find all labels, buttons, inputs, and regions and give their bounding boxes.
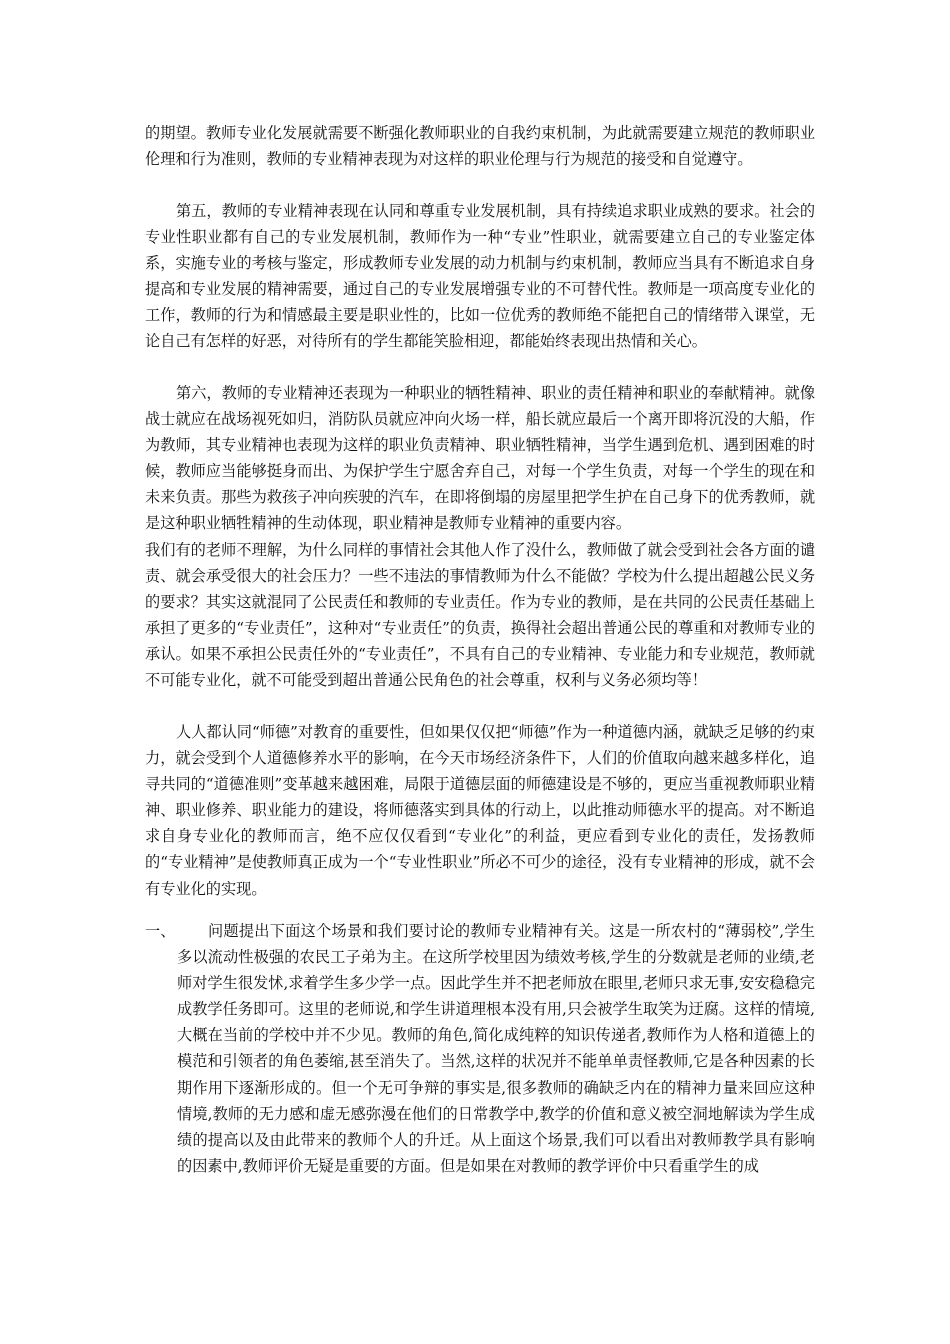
paragraph-fifth-point: 第五，教师的专业精神表现在认同和尊重专业发展机制，具有持续追求职业成熟的要求。社会的专业性职业都有自己的专业发展机制，教师作为一种“专业”性职业，就需要建立自己的专业鉴定体系，实施专业的考核与鉴定，形成教师专业发展的动力机制与约束机制，教师应当具有不断追求自身提高和专业发展的精神需要，通过自己的专业发展增强专业的不可替代性。教师是一项高度专业化的工作，教师的行为和情感最主要是职业性的，比如一位优秀的教师绝不能把自己的情绪带入课堂，无论自己有怎样的好恶，对待所有的学生都能笑脸相迎，都能始终表现出热情和关心。 <box>145 202 815 351</box>
list-marker: 一、 <box>145 922 176 940</box>
paragraph-teacher-ethics: 人人都认同“师德”对教育的重要性，但如果仅仅把“师德”作为一种道德内涵，就缺乏足够的约束力，就会受到个人道德修养水平的影响，在今天市场经济条件下，人们的价值取向越来越多样化，追寻共同的“道德准则”变革越来越困难，局限于道德层面的师德建设是不够的，更应当重视教师职业精神、职业修养、职业能力的建设，将师德落实到具体的行动上，以此推动师德水平的提高。对不断追求自身专业化的教师而言，绝不应仅仅看到“专业化”的利益，更应看到专业化的责任，发扬教师的“专业精神”是使教师真正成为一个“专业性职业”所必不可少的途径，没有专业精神的形成，就不会有专业化的实现。 <box>145 723 815 898</box>
paragraph-sixth-point: 第六，教师的专业精神还表现为一种职业的牺牲精神、职业的责任精神和职业的奉献精神。就像战士就应在战场视死如归，消防队员就应冲向火场一样，船长就应最后一个离开即将沉没的大船，作为教师，其专业精神也表现为这样的职业负责精神、职业牺牲精神，当学生遇到危机、遇到困难的时候，教师应当能够挺身而出、为保护学生宁愿舍弃自己，对每一个学生负责，对每一个学生的现在和未来负责。那些为救孩子冲向疾驶的汽车，在即将倒塌的房屋里把学生护在自己身下的优秀教师，就是这种职业牺牲精神的生动体现，职业精神是教师专业精神的重要内容。 <box>145 384 815 533</box>
list-item-problem-statement: 问题提出下面这个场景和我们要讨论的教师专业精神有关。这是一所农村的“薄弱校”,学生多以流动性极强的农民工子弟为主。在这所学校里因为绩效考核,学生的分数就是老师的业绩,老师对学生很发怵,求着学生多少学一点。因此学生并不把老师放在眼里,老师只求无事,安安稳稳完成教学任务即可。这里的老师说,和学生讲道理根本没有用,只会被学生取笑为迂腐。这样的情境,大概在当前的学校中并不少见。教师的角色,简化成纯粹的知识传递者,教师作为人格和道德上的模范和引领者的角色萎缩,甚至消失了。当然,这样的状况并不能单单责怪教师,它是各种因素的长期作用下逐渐形成的。但一个无可争辩的事实是,很多教师的确缺乏内在的精神力量来回应这种情境,教师的无力感和虚无感弥漫在他们的日常教学中,教学的价值和意义被空洞地解读为学生成绩的提高以及由此带来的教师个人的升迁。从上面这个场景,我们可以看出对教师教学具有影响的因素中,教师评价无疑是重要的方面。但是如果在对教师的教学评价中只看重学生的成 <box>177 922 815 1175</box>
paragraph-teacher-responsibility: 我们有的老师不理解，为什么同样的事情社会其他人作了没什么，教师做了就会受到社会各方面的谴责、就会承受很大的社会压力？一些不违法的事情教师为什么不能做？学校为什么提出超越公民义务的要求？其实这就混同了公民责任和教师的专业责任。作为专业的教师，是在共同的公民责任基础上承担了更多的“专业责任”，这种对“专业责任”的负责，换得社会超出普通公民的尊重和对教师专业的承认。如果不承担公民责任外的“专业责任”，不具有自己的专业精神、专业能力和专业规范，教师就不可能专业化，就不可能受到超出普通公民角色的社会尊重，权利与义务必须均等！ <box>145 541 815 690</box>
paragraph-expectation: 的期望。教师专业化发展就需要不断强化教师职业的自我约束机制，为此就需要建立规范的教师职业伦理和行为准则，教师的专业精神表现为对这样的职业伦理与行为规范的接受和自觉遵守。 <box>145 124 815 169</box>
